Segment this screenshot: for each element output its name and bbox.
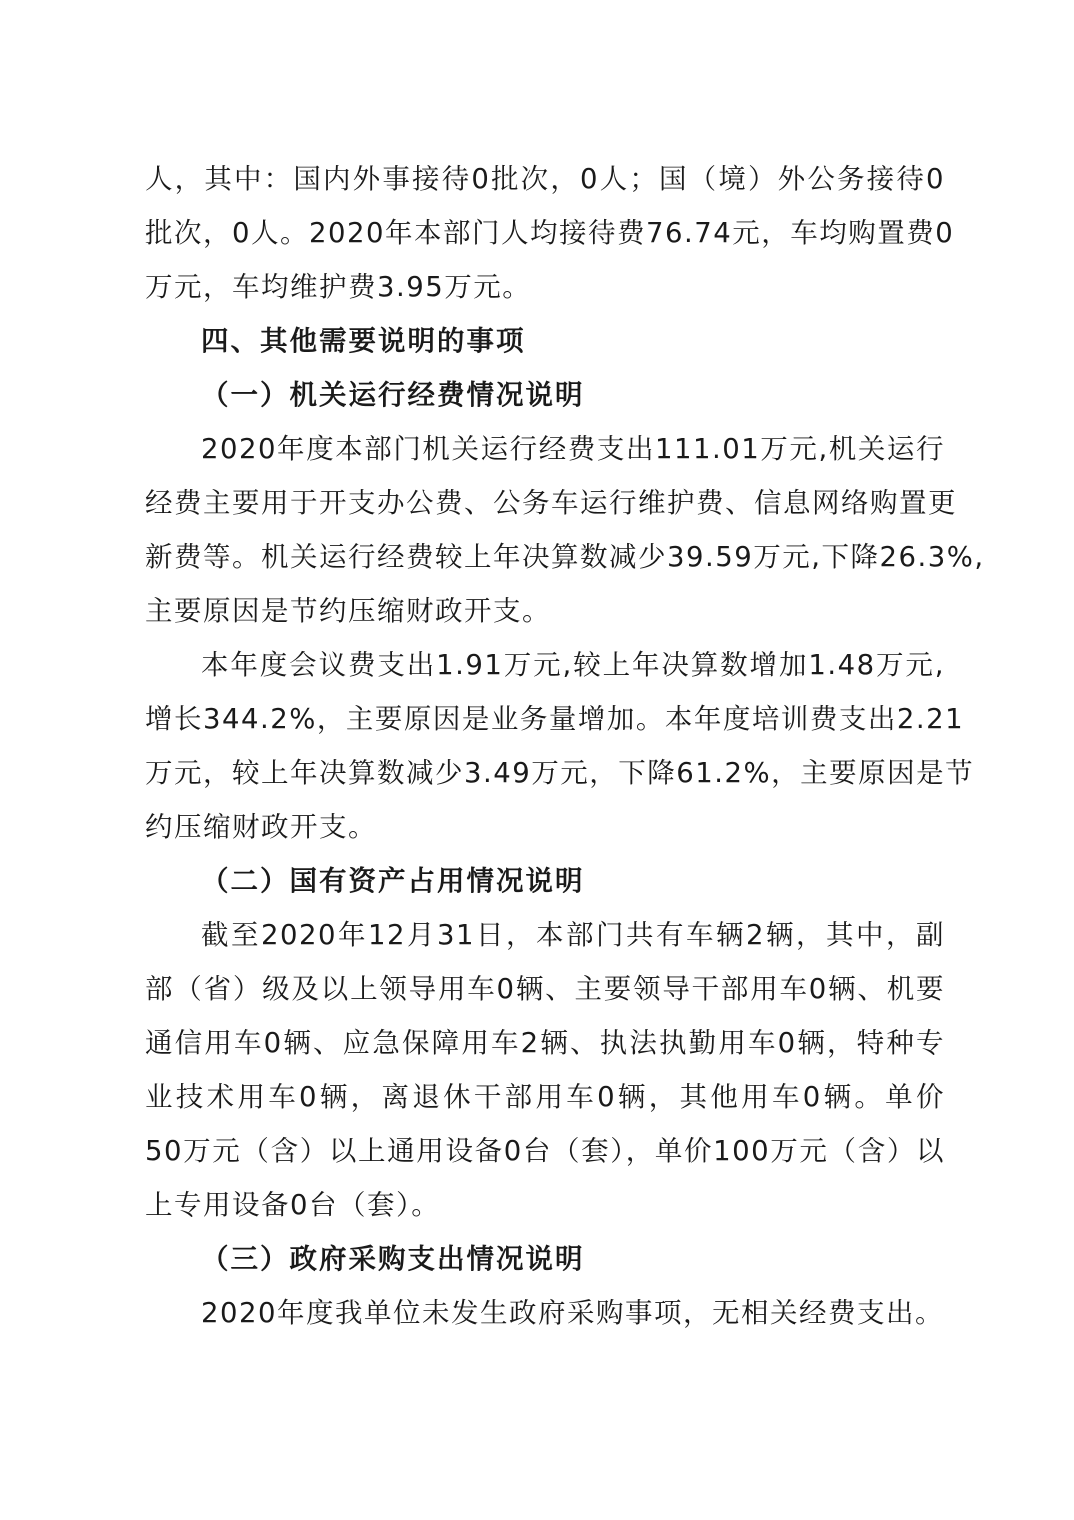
paragraph-line: 约压缩财政开支。 [145, 811, 377, 843]
paragraph-line: 50万元（含）以上通用设备0台（套），单价100万元（含）以 [145, 1135, 945, 1167]
paragraph-line: 人，其中：国内外事接待0批次，0人；国（境）外公务接待0 [145, 163, 945, 195]
paragraph-line: 2020年度我单位未发生政府采购事项，无相关经费支出。 [201, 1297, 944, 1329]
paragraph-line: 万元，较上年决算数减少3.49万元，下降61.2%，主要原因是节 [145, 757, 975, 789]
paragraph-line: 业技术用车0辆，离退休干部用车0辆，其他用车0辆。单价 [145, 1081, 945, 1113]
paragraph-line: 新费等。机关运行经费较上年决算数减少39.59万元,下降26.3%, [145, 541, 985, 573]
paragraph-line: 2020年度本部门机关运行经费支出111.01万元,机关运行 [201, 433, 945, 465]
subsection-heading: （一）机关运行经费情况说明 [201, 379, 585, 411]
section-heading: 四、其他需要说明的事项 [201, 325, 526, 357]
paragraph-line: 部（省）级及以上领导用车0辆、主要领导干部用车0辆、机要 [145, 973, 945, 1005]
paragraph-line: 主要原因是节约压缩财政开支。 [145, 595, 551, 627]
subsection-heading: （三）政府采购支出情况说明 [201, 1243, 585, 1275]
paragraph-line: 增长344.2%，主要原因是业务量增加。本年度培训费支出2.21 [145, 703, 965, 735]
paragraph-line: 批次，0人。2020年本部门人均接待费76.74元，车均购置费0 [145, 217, 955, 249]
paragraph-line: 上专用设备0台（套）。 [145, 1189, 441, 1221]
paragraph-line: 通信用车0辆、应急保障用车2辆、执法执勤用车0辆，特种专 [145, 1027, 945, 1059]
paragraph-line: 经费主要用于开支办公费、公务车运行维护费、信息网络购置更 [145, 487, 957, 519]
paragraph-line: 截至2020年12月31日，本部门共有车辆2辆，其中，副 [201, 919, 945, 951]
paragraph-line: 万元，车均维护费3.95万元。 [145, 271, 532, 303]
paragraph-line: 本年度会议费支出1.91万元,较上年决算数增加1.48万元, [201, 649, 945, 681]
subsection-heading: （二）国有资产占用情况说明 [201, 865, 585, 897]
